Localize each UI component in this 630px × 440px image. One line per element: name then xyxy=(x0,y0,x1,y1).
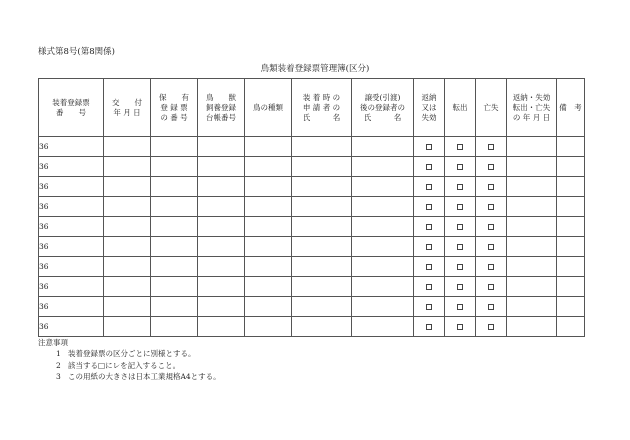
empty-cell xyxy=(104,137,151,157)
empty-cell xyxy=(292,317,352,337)
checkbox-cell xyxy=(445,197,476,217)
checkbox-cell xyxy=(445,257,476,277)
empty-cell xyxy=(104,317,151,337)
checkbox-cell xyxy=(414,177,445,197)
notes-list xyxy=(38,348,221,382)
empty-cell xyxy=(352,317,414,337)
empty-cell xyxy=(151,237,198,257)
checkbox-cell xyxy=(414,157,445,177)
empty-cell xyxy=(507,297,557,317)
returned-checkbox[interactable] xyxy=(426,144,432,150)
returned-checkbox[interactable] xyxy=(426,284,432,290)
empty-cell xyxy=(104,277,151,297)
empty-cell xyxy=(292,237,352,257)
checkbox-cell xyxy=(476,177,507,197)
empty-cell xyxy=(557,297,585,317)
note-text: 装着登録票の区分ごとに別様とする。 xyxy=(68,349,196,359)
empty-cell xyxy=(151,197,198,217)
table-header-row xyxy=(39,79,585,137)
lost-checkbox[interactable] xyxy=(488,244,494,250)
returned-checkbox[interactable] xyxy=(426,224,432,230)
registration-number-cell: 36 xyxy=(39,257,104,277)
empty-cell xyxy=(104,197,151,217)
empty-cell xyxy=(352,237,414,257)
empty-cell xyxy=(104,177,151,197)
empty-cell xyxy=(151,217,198,237)
table-row xyxy=(39,177,585,197)
transferred-checkbox[interactable] xyxy=(457,304,463,310)
empty-cell xyxy=(198,197,245,217)
transferred-checkbox[interactable] xyxy=(457,204,463,210)
table-row xyxy=(39,237,585,257)
empty-cell xyxy=(352,277,414,297)
empty-cell xyxy=(557,257,585,277)
column-header: 返納・失効 転出・亡失 の 年 月 日 xyxy=(507,79,557,137)
empty-cell xyxy=(104,297,151,317)
empty-cell xyxy=(198,217,245,237)
checkbox-cell xyxy=(445,157,476,177)
empty-cell xyxy=(245,157,292,177)
returned-checkbox[interactable] xyxy=(426,244,432,250)
transferred-checkbox[interactable] xyxy=(457,224,463,230)
table-body xyxy=(39,137,585,337)
empty-cell xyxy=(151,177,198,197)
notes-section xyxy=(38,337,221,382)
checkbox-cell xyxy=(414,217,445,237)
registration-number-cell: 36 xyxy=(39,317,104,337)
empty-cell xyxy=(198,317,245,337)
empty-cell xyxy=(352,257,414,277)
lost-checkbox[interactable] xyxy=(488,224,494,230)
column-header: 鳥の種類 xyxy=(245,79,292,137)
table-row xyxy=(39,217,585,237)
empty-cell xyxy=(507,237,557,257)
empty-cell xyxy=(151,137,198,157)
checkbox-cell xyxy=(476,217,507,237)
table-row xyxy=(39,257,585,277)
checkbox-cell xyxy=(476,257,507,277)
transferred-checkbox[interactable] xyxy=(457,284,463,290)
empty-cell xyxy=(198,177,245,197)
checkbox-cell xyxy=(445,177,476,197)
register-table xyxy=(38,78,585,337)
checkbox-cell xyxy=(476,197,507,217)
empty-cell xyxy=(507,157,557,177)
empty-cell xyxy=(104,237,151,257)
empty-cell xyxy=(245,217,292,237)
returned-checkbox[interactable] xyxy=(426,184,432,190)
empty-cell xyxy=(198,137,245,157)
empty-cell xyxy=(557,217,585,237)
checkbox-cell xyxy=(414,317,445,337)
returned-checkbox[interactable] xyxy=(426,204,432,210)
checkbox-cell xyxy=(414,257,445,277)
registration-number-cell: 36 xyxy=(39,157,104,177)
lost-checkbox[interactable] xyxy=(488,284,494,290)
checkbox-cell xyxy=(445,317,476,337)
checkbox-cell xyxy=(445,137,476,157)
empty-cell xyxy=(557,177,585,197)
empty-cell xyxy=(245,137,292,157)
empty-cell xyxy=(245,317,292,337)
checkbox-cell xyxy=(476,237,507,257)
checkbox-cell xyxy=(414,297,445,317)
notes-heading: 注意事項 xyxy=(38,338,68,347)
transferred-checkbox[interactable] xyxy=(457,264,463,270)
empty-cell xyxy=(352,157,414,177)
note-item xyxy=(38,371,221,382)
returned-checkbox[interactable] xyxy=(426,164,432,170)
empty-cell xyxy=(507,197,557,217)
column-header: 譲受(引渡) 後の登録者の 氏 名 xyxy=(352,79,414,137)
empty-cell xyxy=(151,157,198,177)
empty-cell xyxy=(104,217,151,237)
table-row xyxy=(39,157,585,177)
empty-cell xyxy=(507,257,557,277)
empty-cell xyxy=(104,257,151,277)
registration-number-cell: 36 xyxy=(39,277,104,297)
empty-cell xyxy=(292,297,352,317)
checkbox-cell xyxy=(476,297,507,317)
lost-checkbox[interactable] xyxy=(488,324,494,330)
lost-checkbox[interactable] xyxy=(488,304,494,310)
empty-cell xyxy=(151,257,198,277)
returned-checkbox[interactable] xyxy=(426,264,432,270)
empty-cell xyxy=(292,217,352,237)
column-header: 返納 又は 失効 xyxy=(414,79,445,137)
note-number: 1 xyxy=(56,349,61,359)
empty-cell xyxy=(245,237,292,257)
lost-checkbox[interactable] xyxy=(488,164,494,170)
transferred-checkbox[interactable] xyxy=(457,244,463,250)
note-item xyxy=(38,360,221,371)
registration-number-cell: 36 xyxy=(39,297,104,317)
checkbox-cell xyxy=(445,277,476,297)
checkbox-cell xyxy=(476,157,507,177)
empty-cell xyxy=(352,217,414,237)
empty-cell xyxy=(557,317,585,337)
form-number: 様式第8号(第8関係) xyxy=(38,47,115,57)
empty-cell xyxy=(245,177,292,197)
registration-number-cell: 36 xyxy=(39,217,104,237)
checkbox-cell xyxy=(445,297,476,317)
checkbox-cell xyxy=(414,137,445,157)
transferred-checkbox[interactable] xyxy=(457,164,463,170)
checkbox-cell xyxy=(414,197,445,217)
table-row xyxy=(39,197,585,217)
empty-cell xyxy=(292,277,352,297)
empty-cell xyxy=(507,137,557,157)
checkbox-cell xyxy=(445,217,476,237)
note-text: 該当する□にレを記入すること。 xyxy=(68,360,181,370)
empty-cell xyxy=(352,177,414,197)
lost-checkbox[interactable] xyxy=(488,204,494,210)
empty-cell xyxy=(198,237,245,257)
empty-cell xyxy=(507,277,557,297)
empty-cell xyxy=(245,297,292,317)
table-row xyxy=(39,277,585,297)
lost-checkbox[interactable] xyxy=(488,144,494,150)
registration-number-cell: 36 xyxy=(39,177,104,197)
table-row xyxy=(39,137,585,157)
checkbox-cell xyxy=(476,137,507,157)
empty-cell xyxy=(557,237,585,257)
note-number: 2 xyxy=(56,360,61,370)
empty-cell xyxy=(245,197,292,217)
empty-cell xyxy=(352,137,414,157)
column-header: 装着登録票 番 号 xyxy=(39,79,104,137)
empty-cell xyxy=(245,277,292,297)
column-header: 保 有 登 録 票 の 番 号 xyxy=(151,79,198,137)
empty-cell xyxy=(245,257,292,277)
note-number: 3 xyxy=(56,371,61,381)
empty-cell xyxy=(507,217,557,237)
lost-checkbox[interactable] xyxy=(488,264,494,270)
note-text: この用紙の大きさは日本工業規格A4とする。 xyxy=(68,371,221,381)
empty-cell xyxy=(198,157,245,177)
transferred-checkbox[interactable] xyxy=(457,324,463,330)
registration-number-cell: 36 xyxy=(39,137,104,157)
empty-cell xyxy=(352,197,414,217)
empty-cell xyxy=(292,157,352,177)
empty-cell xyxy=(292,197,352,217)
empty-cell xyxy=(198,297,245,317)
transferred-checkbox[interactable] xyxy=(457,144,463,150)
transferred-checkbox[interactable] xyxy=(457,184,463,190)
document-title: 鳥類装着登録票管理簿(区分) xyxy=(260,64,370,74)
column-header: 備 考 xyxy=(557,79,585,137)
empty-cell xyxy=(104,157,151,177)
empty-cell xyxy=(507,317,557,337)
column-header: 装 着 時 の 申 請 者 の 氏 名 xyxy=(292,79,352,137)
column-header: 転出 xyxy=(445,79,476,137)
empty-cell xyxy=(198,257,245,277)
empty-cell xyxy=(352,297,414,317)
checkbox-cell xyxy=(476,317,507,337)
empty-cell xyxy=(292,177,352,197)
checkbox-cell xyxy=(476,277,507,297)
column-header: 鳥 獣 飼養登録 台帳番号 xyxy=(198,79,245,137)
empty-cell xyxy=(292,137,352,157)
returned-checkbox[interactable] xyxy=(426,304,432,310)
empty-cell xyxy=(557,137,585,157)
checkbox-cell xyxy=(414,237,445,257)
checkbox-cell xyxy=(445,237,476,257)
registration-number-cell: 36 xyxy=(39,237,104,257)
empty-cell xyxy=(198,277,245,297)
note-item xyxy=(38,348,221,359)
checkbox-cell xyxy=(414,277,445,297)
registration-number-cell: 36 xyxy=(39,197,104,217)
empty-cell xyxy=(151,277,198,297)
empty-cell xyxy=(557,277,585,297)
empty-cell xyxy=(507,177,557,197)
lost-checkbox[interactable] xyxy=(488,184,494,190)
empty-cell xyxy=(292,257,352,277)
table-row xyxy=(39,317,585,337)
empty-cell xyxy=(557,197,585,217)
column-header: 交 付 年 月 日 xyxy=(104,79,151,137)
returned-checkbox[interactable] xyxy=(426,324,432,330)
empty-cell xyxy=(151,317,198,337)
table-row xyxy=(39,297,585,317)
column-header: 亡失 xyxy=(476,79,507,137)
empty-cell xyxy=(151,297,198,317)
empty-cell xyxy=(557,157,585,177)
